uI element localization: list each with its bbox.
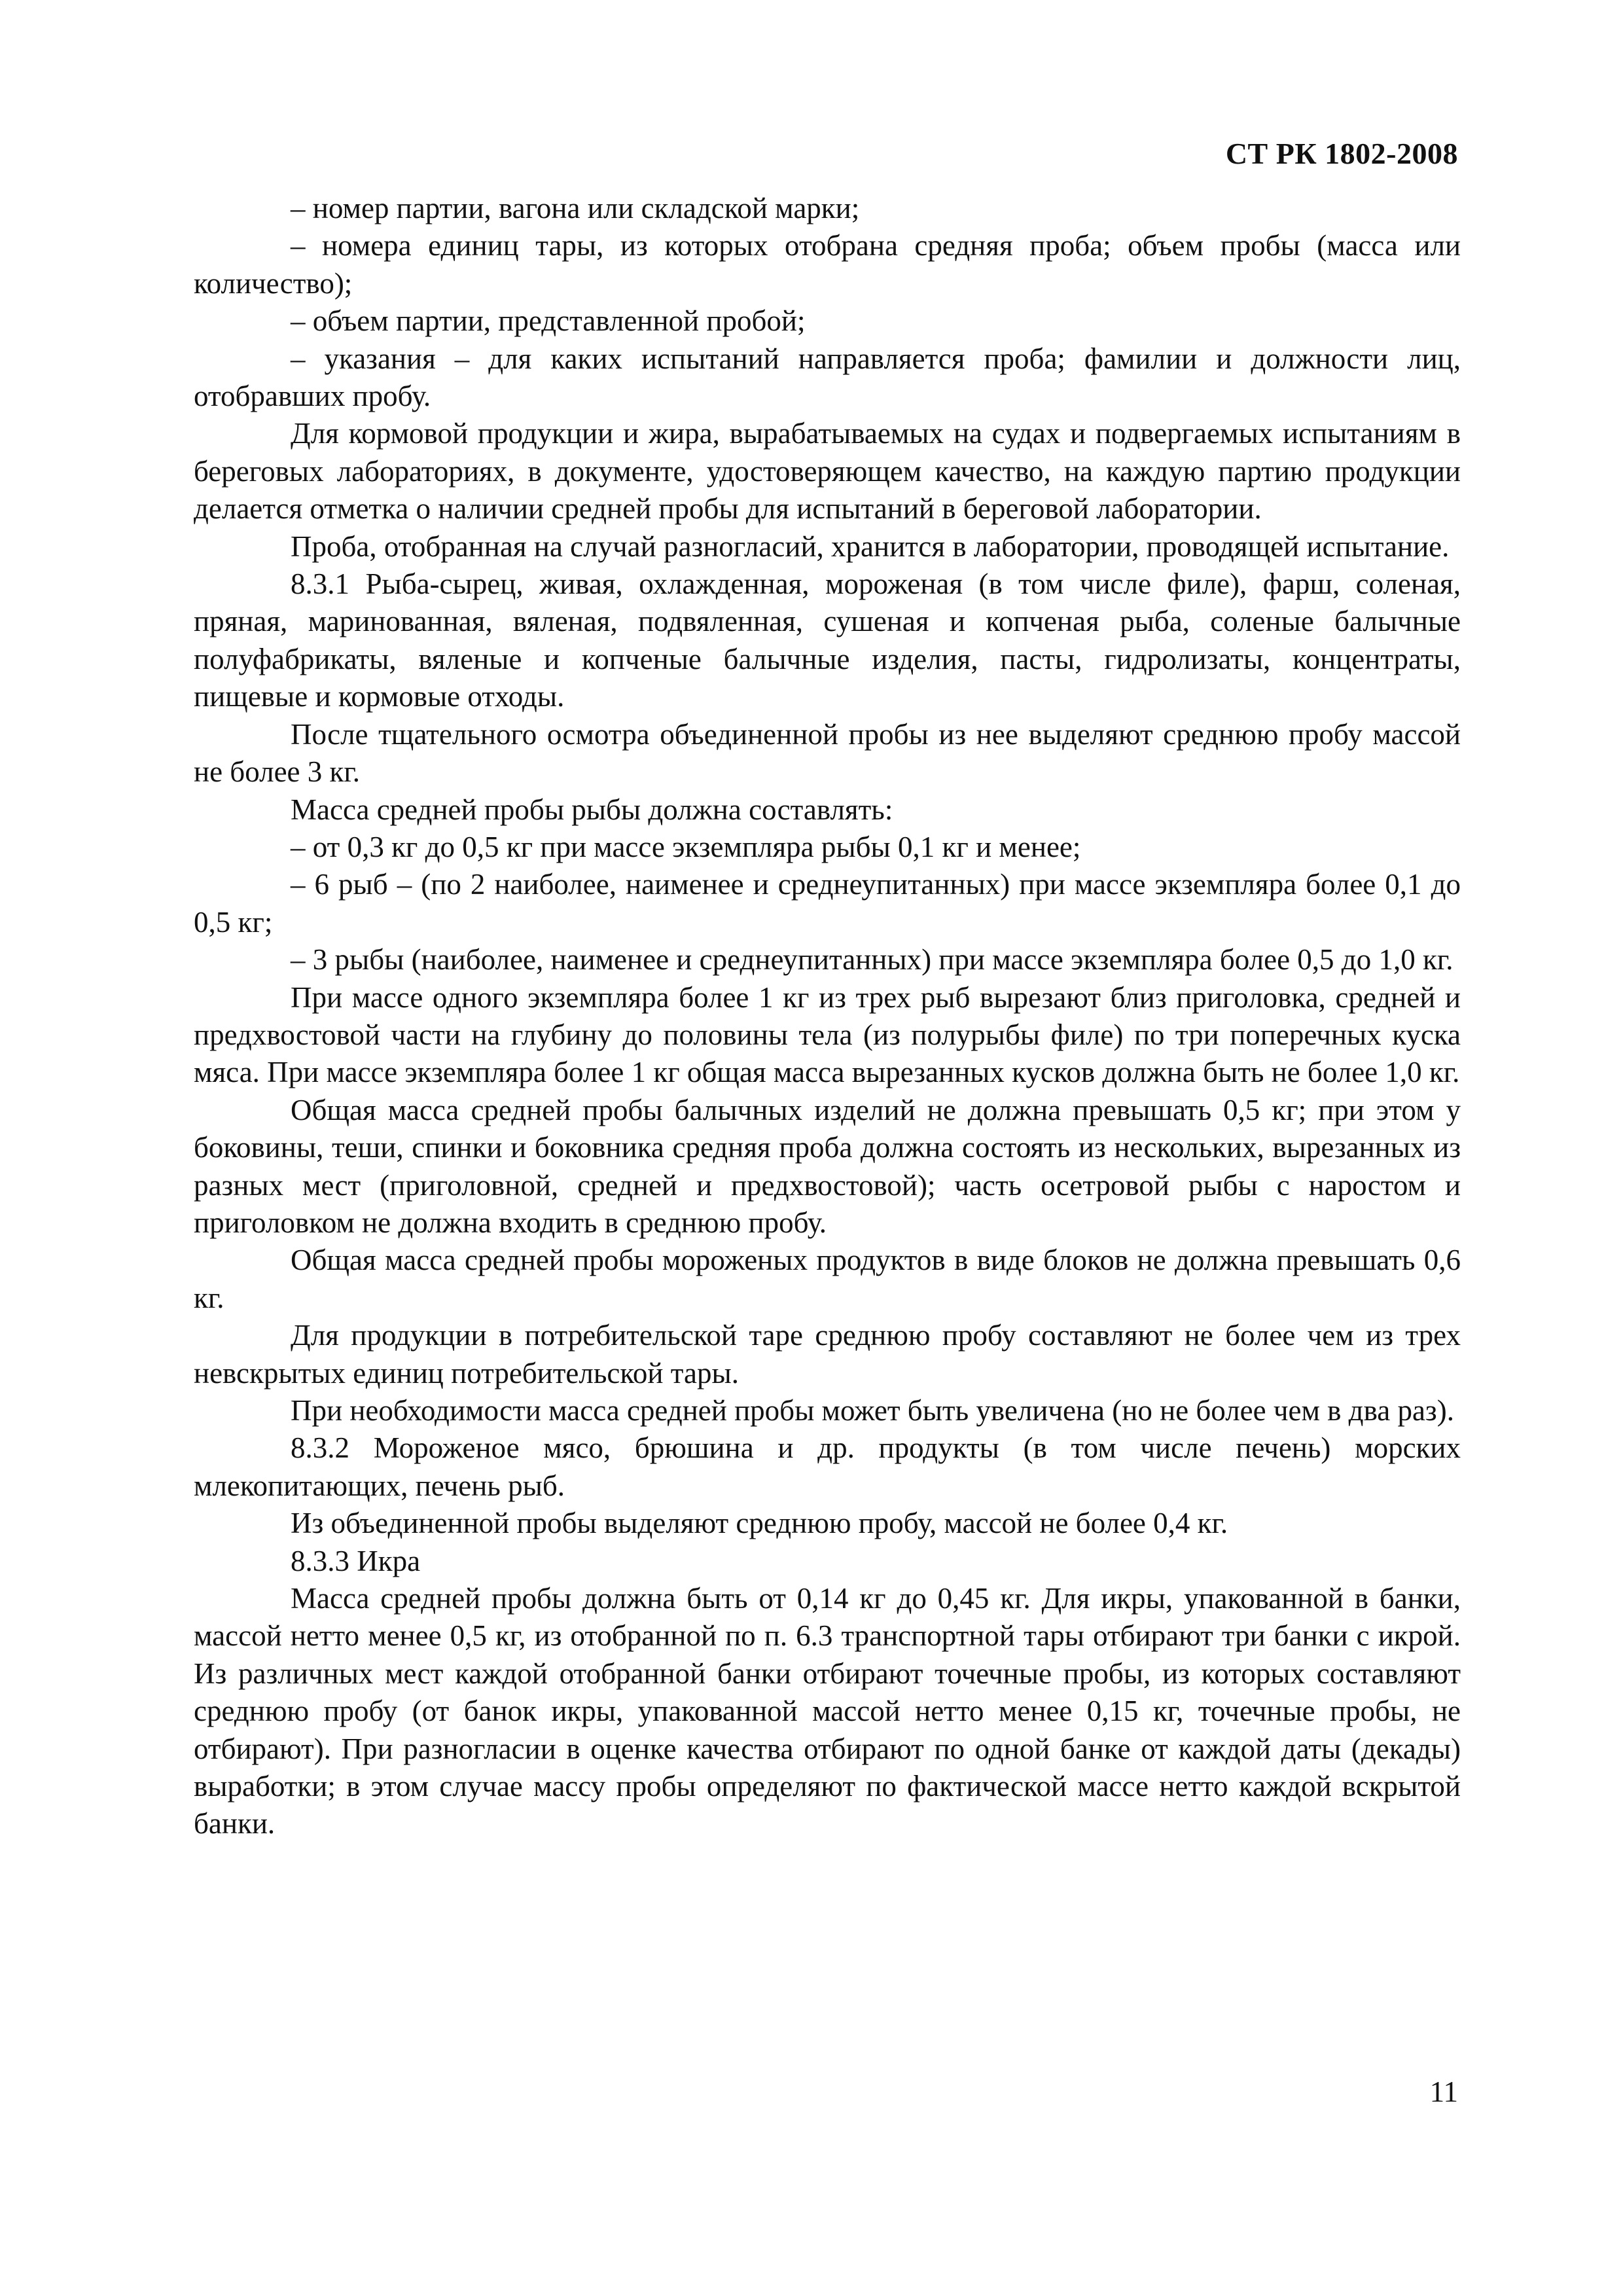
paragraph: Масса средней пробы рыбы должна составлять:	[291, 793, 893, 826]
page-number: 11	[1429, 2075, 1458, 2108]
list-item: – 3 рыбы (наиболее, наименее и среднеупитанных) при массе экземпляра более 0,5 до 1,0 кг.	[291, 943, 1454, 977]
paragraph: При необходимости масса средней пробы может быть увеличена (но не более чем в два раз).	[291, 1394, 1454, 1427]
document-body	[194, 190, 1461, 1843]
paragraph: – номер партии, вагона или складской марки;	[291, 192, 860, 224]
section-8-3-3: 8.3.3 Икра	[291, 1544, 421, 1577]
paragraph: Общая масса средней пробы балычных изделий не должна превышать 0,5 кг; при этом у боковины, теши, спинки и боковника средняя проба должна состоять из нескольких, вырезанных из разных мест (приголовной, средней и предхвостовой); часть осетровой рыбы с наростом и приголовком не должна входить в среднюю пробу.	[194, 1093, 1461, 1239]
section-8-3-2: 8.3.2 Мороженое мясо, брюшина и др. продукты (в том числе печень) морских млекопитающих, печень рыб.	[194, 1431, 1461, 1502]
paragraph: – номера единиц тары, из которых отобрана средняя проба; объем пробы (масса или количество);	[194, 229, 1461, 300]
paragraph: При массе одного экземпляра более 1 кг из трех рыб вырезают близ приголовка, средней и предхвостовой части на глубину до половины тела (из полурыбы филе) по три поперечных куска мяса. При массе экземпляра более 1 кг общая масса вырезанных кусков должна быть не более 1,0 кг.	[194, 980, 1461, 1089]
paragraph: – указания – для каких испытаний направляется проба; фамилии и должности лиц, отобравших пробу.	[194, 342, 1461, 413]
paragraph: Общая масса средней пробы мороженых продуктов в виде блоков не должна превышать 0,6 кг.	[194, 1244, 1461, 1314]
paragraph: Масса средней пробы должна быть от 0,14 кг до 0,45 кг. Для икры, упакованной в банки, массой нетто менее 0,5 кг, из отобранной по п. 6.3 транспортной тары отбирают три банки с икрой. Из различных мест каждой отобранной банки отбирают точечные пробы, из которых составляют среднюю пробу (от банок икры, упакованной массой нетто менее 0,15 кг, точечные пробы, не отбирают). При разногласии в оценке качества отбирают по одной банке от каждой даты (декады) выработки; в этом случае массу пробы определяют по фактической массе нетто каждой вскрытой банки.	[194, 1582, 1461, 1840]
paragraph: После тщательного осмотра объединенной пробы из нее выделяют среднюю пробу массой не более 3 кг.	[194, 717, 1461, 789]
paragraph: Для кормовой продукции и жира, вырабатываемых на судах и подвергаемых испытаниям в береговых лабораториях, в документе, удостоверяющем качество, на каждую партию продукции делается отметка о наличии средней пробы для испытаний в береговой лаборатории.	[194, 417, 1461, 526]
paragraph: Для продукции в потребительской таре среднюю пробу составляют не более чем из трех невскрытых единиц потребительской тары.	[194, 1319, 1461, 1390]
list-item: – 6 рыб – (по 2 наиболее, наименее и среднеупитанных) при массе экземпляра более 0,1 до 0,5 кг;	[194, 868, 1461, 939]
list-item: – от 0,3 кг до 0,5 кг при массе экземпляра рыбы 0,1 кг и менее;	[291, 830, 1081, 863]
section-8-3-1: 8.3.1 Рыба-сырец, живая, охлажденная, мороженая (в том числе филе), фарш, соленая, пряная, маринованная, вяленая, подвяленная, сушеная и копченая рыба, соленые балычные полуфабрикаты, вяленые и копченые балычные изделия, пасты, гидролизаты, концентраты, пищевые и кормовые отходы.	[194, 567, 1461, 713]
paragraph: Проба, отобранная на случай разногласий, хранится в лаборатории, проводящей испытание.	[291, 529, 1450, 563]
paragraph: Из объединенной пробы выделяют среднюю пробу, массой не более 0,4 кг.	[291, 1507, 1228, 1540]
paragraph: – объем партии, представленной пробой;	[291, 304, 806, 338]
document-code-header: СТ РК 1802-2008	[1225, 137, 1458, 170]
